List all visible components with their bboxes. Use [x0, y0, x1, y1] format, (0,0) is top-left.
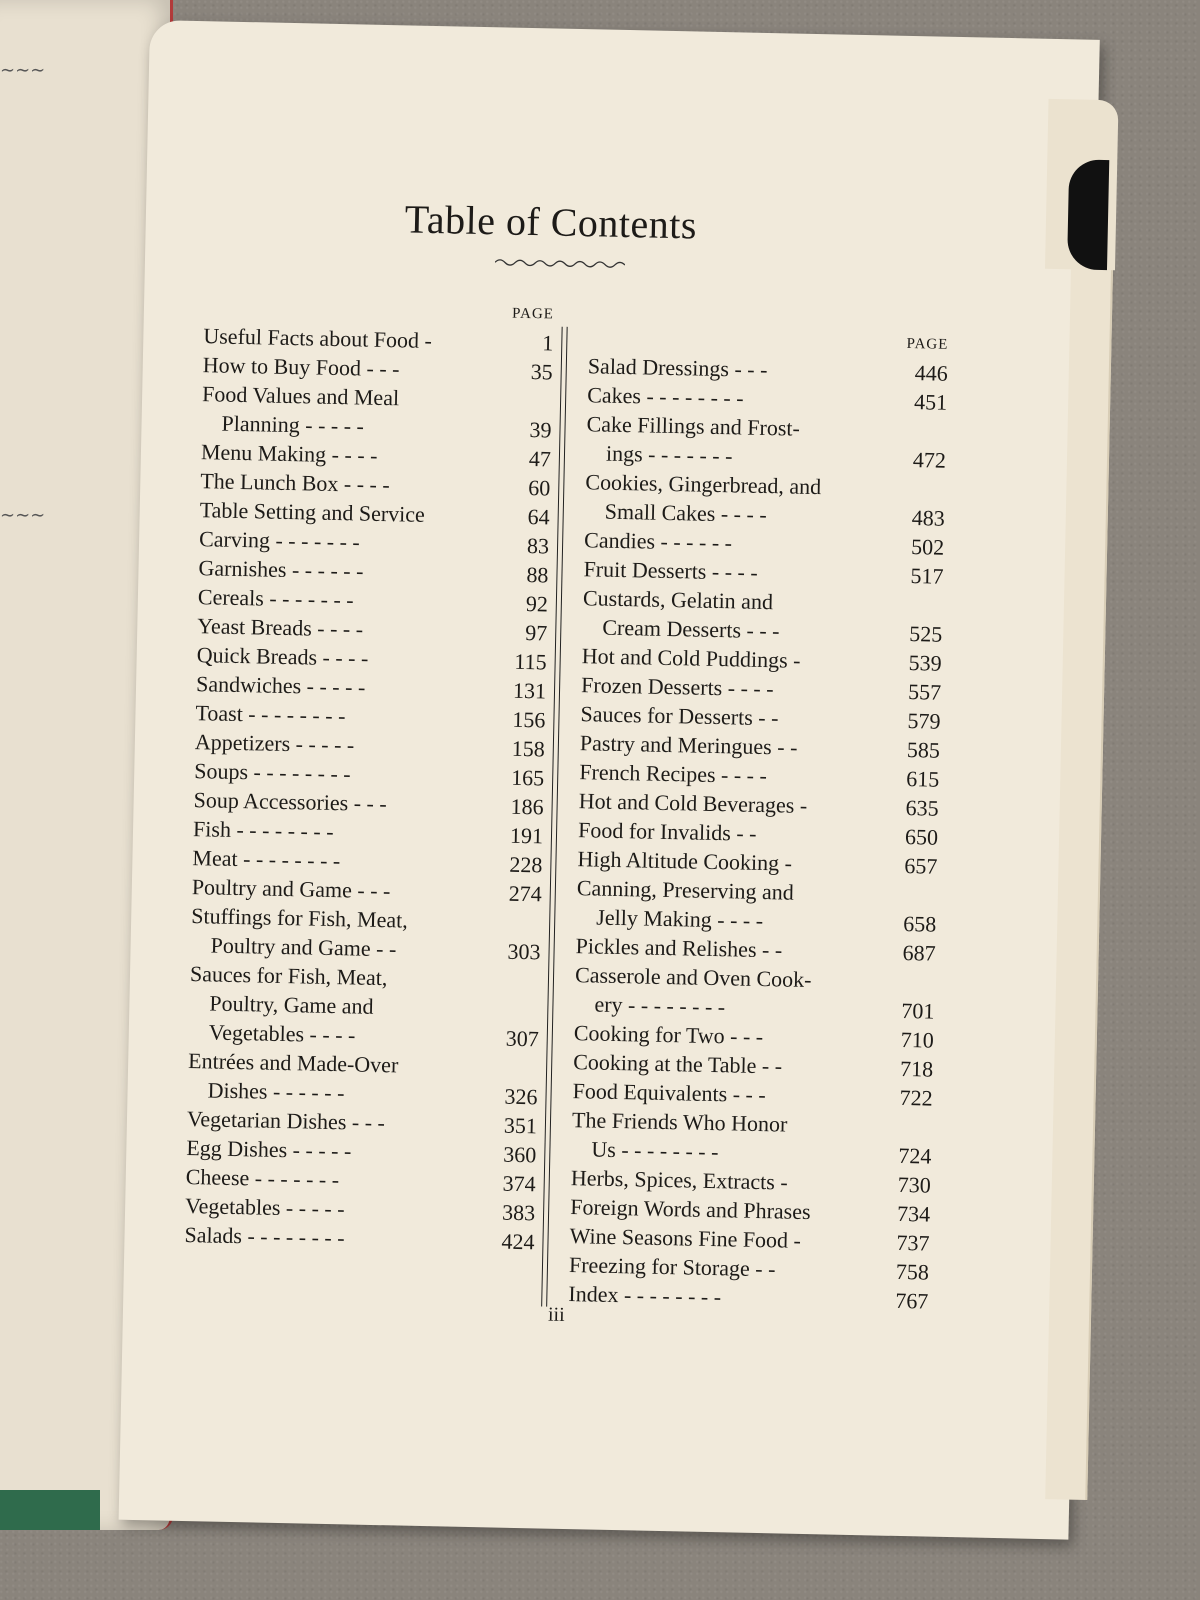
entry-page-number: 687 — [902, 939, 936, 966]
contents-entry — [585, 467, 946, 533]
entry-page-number: 228 — [509, 851, 543, 878]
entry-title-line: Egg Dishes - - - - - — [186, 1135, 352, 1164]
entry-page-number: 724 — [898, 1142, 932, 1169]
entry-page-number: 585 — [906, 737, 941, 763]
contents-list-right — [568, 351, 948, 1315]
entry-page-number: 446 — [914, 360, 949, 386]
entry-title-line: Herbs, Spices, Extracts - — [570, 1165, 788, 1195]
entry-title — [574, 960, 889, 1025]
entry-page-number: 303 — [507, 938, 541, 965]
entry-title-line: Salad Dressings - - - — [587, 353, 768, 383]
entry-page-number: 131 — [512, 677, 547, 704]
entry-title — [576, 873, 891, 938]
entry-page-number: 730 — [897, 1171, 932, 1198]
entry-title-continuation: Small Cakes - - - - — [604, 498, 767, 528]
entry-title-continuation: Us - - - - - - - - — [591, 1136, 719, 1165]
contents-entry — [190, 901, 541, 966]
entry-title-line: Freezing for Storage - - — [568, 1252, 776, 1282]
entry-page-number: 737 — [896, 1229, 930, 1256]
contents-list-left — [184, 321, 553, 1256]
contents-entry — [571, 1105, 932, 1171]
entry-page-number: 374 — [502, 1170, 536, 1197]
entry-title-line: Food Values and Meal — [201, 381, 400, 411]
entry-title — [190, 901, 495, 965]
entry-title-continuation: Cream Desserts - - - — [602, 614, 780, 644]
entry-title-line: Cereals - - - - - - - — [197, 584, 354, 613]
entry-title-line: Meat - - - - - - - - — [192, 845, 341, 874]
entry-title-continuation: Poultry and Game - - — [210, 932, 397, 962]
entry-title-line: Garnishes - - - - - - — [198, 555, 364, 584]
entry-title — [586, 409, 901, 474]
entry-title-line: Sauces for Desserts - - — [580, 701, 779, 731]
entry-page-number: 424 — [501, 1228, 535, 1255]
entry-title-line: The Friends Who Honor — [571, 1107, 788, 1137]
entry-title-continuation: ings - - - - - - - — [605, 440, 733, 469]
entry-title — [568, 1279, 883, 1315]
entry-title-line: Vegetarian Dishes - - - — [186, 1106, 386, 1136]
entry-title-line: French Recipes - - - - — [579, 759, 768, 789]
entry-page-number: 758 — [895, 1258, 930, 1285]
entry-title-line: How to Buy Food - - - — [202, 352, 400, 382]
entry-title-line: Vegetables - - - - - — [184, 1192, 345, 1222]
entry-page-number: 186 — [510, 793, 544, 820]
entry-page-number: 115 — [514, 648, 547, 675]
entry-page-number: 1 — [542, 330, 554, 356]
entry-title-line: Stuffings for Fish, Meat, — [190, 903, 409, 933]
entry-page-number: 472 — [912, 447, 947, 473]
entry-page-number: 274 — [508, 880, 543, 907]
entry-title — [189, 959, 495, 1052]
entry-title-line: Quick Breads - - - - — [196, 642, 369, 671]
entry-title-line: Hot and Cold Puddings - — [581, 643, 801, 673]
entry-page-number: 579 — [907, 708, 941, 734]
contents-entry — [184, 1220, 535, 1256]
entry-page-number: 39 — [529, 417, 552, 443]
entry-title-continuation: Jelly Making - - - - — [596, 904, 764, 934]
ornament-icon: ∼∼∼ — [0, 60, 46, 80]
entry-page-number: 307 — [505, 1025, 540, 1052]
entry-title-line: Foreign Words and Phrases — [569, 1194, 811, 1225]
entry-page-number: 60 — [528, 475, 551, 501]
entry-page-number: 451 — [913, 389, 948, 415]
page-number: iii — [547, 1303, 565, 1326]
entry-page-number: 517 — [910, 563, 944, 589]
entry-title-line: Menu Making - - - - — [200, 439, 378, 468]
entry-title-line: The Lunch Box - - - - — [200, 468, 390, 498]
entry-title-line: Pickles and Relishes - - — [575, 933, 783, 963]
entry-page-number: 158 — [511, 735, 546, 762]
entry-page-number: 97 — [524, 619, 548, 646]
contents-entry — [201, 379, 552, 444]
entry-title-line: Appetizers - - - - - — [194, 729, 355, 758]
entry-page-number: 64 — [527, 504, 550, 530]
contents-column-left — [184, 299, 554, 1256]
entry-title-continuation: Planning - - - - - — [221, 410, 365, 439]
entry-page-number: 165 — [510, 764, 545, 791]
entry-title-line: Sauces for Fish, Meat, — [189, 961, 388, 991]
entry-page-number: 557 — [907, 679, 942, 705]
entry-title-line: Cooking at the Table - - — [573, 1049, 783, 1079]
title-ornament-icon — [495, 257, 625, 270]
entry-title-line: Sandwiches - - - - - — [195, 671, 366, 700]
entry-title-line: High Altitude Cooking - — [577, 846, 793, 876]
entry-title — [571, 1105, 886, 1170]
contents-page — [119, 20, 1100, 1540]
entry-title — [184, 1220, 489, 1255]
entry-page-number: 351 — [503, 1112, 538, 1139]
entry-title-line: Soups - - - - - - - - — [194, 758, 351, 787]
entry-title-line: Hot and Cold Beverages - — [578, 788, 808, 818]
contents-entry — [576, 873, 937, 939]
entry-page-number: 718 — [899, 1055, 934, 1082]
entry-title-line: Food for Invalids - - — [577, 817, 757, 846]
contents-entry — [574, 960, 935, 1026]
entry-page-number: 539 — [908, 650, 942, 676]
entry-title-line: Fish - - - - - - - - — [192, 816, 334, 845]
contents-entry — [586, 409, 947, 475]
entry-page-number: 47 — [528, 446, 552, 472]
entry-title-line: Custards, Gelatin and — [582, 585, 774, 615]
entry-title-continuation: Poultry, Game and — [209, 990, 374, 1019]
entry-title-continuation: Vegetables - - - - — [208, 1019, 356, 1048]
entry-page-number: 635 — [905, 795, 939, 821]
entry-title — [187, 1046, 492, 1110]
contents-entry — [187, 1046, 538, 1111]
contents-entry — [582, 583, 943, 649]
entry-page-number: 383 — [501, 1199, 536, 1226]
entry-title — [585, 467, 900, 532]
thumb-tab-cutout — [1067, 159, 1109, 270]
entry-page-number: 615 — [906, 766, 940, 792]
entry-page-number: 483 — [911, 505, 946, 531]
entry-page-number: 83 — [526, 533, 550, 559]
entry-page-number: 767 — [895, 1287, 929, 1314]
entry-page-number: 710 — [900, 1026, 935, 1053]
entry-title-line: Index - - - - - - - - — [568, 1281, 722, 1310]
entry-title — [582, 583, 897, 648]
entry-title-line: Salads - - - - - - - - — [184, 1221, 345, 1251]
entry-title-line: Casserole and Oven Cook- — [574, 962, 812, 993]
entry-page-number: 88 — [526, 562, 549, 588]
entry-page-number: 701 — [901, 997, 935, 1024]
page-column-header: PAGE — [511, 305, 555, 323]
entry-title-line: Cooking for Two - - - — [573, 1020, 764, 1050]
entry-title-line: Poultry and Game - - - — [191, 874, 391, 904]
entry-title-line: Cheese - - - - - - - — [185, 1164, 340, 1193]
book-cover-edge — [0, 1490, 100, 1530]
entry-page-number: 525 — [909, 621, 943, 647]
entry-title-line: Pastry and Meringues - - — [579, 730, 798, 760]
entry-title-line: Yeast Breads - - - - — [197, 613, 364, 642]
entry-page-number: 722 — [899, 1084, 933, 1111]
entry-title-continuation: Dishes - - - - - - — [207, 1077, 345, 1106]
entry-title-line: Cakes - - - - - - - - — [586, 382, 744, 411]
entry-title-line: Fruit Desserts - - - - — [583, 556, 758, 585]
entry-title-line: Cake Fillings and Frost- — [586, 411, 801, 441]
page-title: Table of Contents — [404, 196, 698, 248]
entry-page-number: 92 — [525, 591, 549, 617]
entry-title-line: Table Setting and Service — [199, 497, 426, 527]
contents-column-right — [568, 329, 948, 1315]
ornament-icon: ∼∼∼ — [0, 505, 46, 525]
entry-title-line: Toast - - - - - - - - — [195, 700, 346, 729]
entry-title-line: Wine Seasons Fine Food - — [569, 1223, 802, 1253]
entry-page-number: 658 — [902, 910, 937, 937]
entry-page-number: 191 — [509, 822, 544, 849]
entry-title-continuation: ery - - - - - - - - — [594, 991, 726, 1020]
entry-title-line: Canning, Preserving and — [576, 875, 795, 905]
contents-entry — [568, 1279, 929, 1316]
entry-page-number: 326 — [504, 1083, 538, 1110]
entry-page-number: 156 — [512, 706, 546, 733]
entry-title-line: Entrées and Made-Over — [187, 1048, 399, 1078]
page-edge — [1045, 119, 1116, 1500]
entry-page-number: 360 — [503, 1141, 537, 1168]
entry-title — [201, 379, 506, 443]
entry-page-number: 502 — [910, 534, 945, 560]
entry-title-line: Carving - - - - - - - — [198, 526, 361, 555]
entry-title-line: Cookies, Gingerbread, and — [585, 469, 822, 500]
entry-title-line: Useful Facts about Food - — [203, 323, 433, 353]
contents-entry — [189, 959, 541, 1053]
entry-title-line: Candies - - - - - - — [583, 527, 733, 556]
entry-title-line: Food Equivalents - - - — [572, 1078, 766, 1108]
entry-title-line: Frozen Desserts - - - - — [580, 672, 774, 702]
entry-page-number: 657 — [904, 852, 938, 879]
entry-page-number: 35 — [530, 359, 553, 385]
page-column-header: PAGE — [906, 335, 949, 353]
entry-page-number: 650 — [904, 823, 939, 850]
entry-title-line: Soup Accessories - - - — [193, 787, 387, 817]
entry-page-number: 734 — [896, 1200, 931, 1227]
